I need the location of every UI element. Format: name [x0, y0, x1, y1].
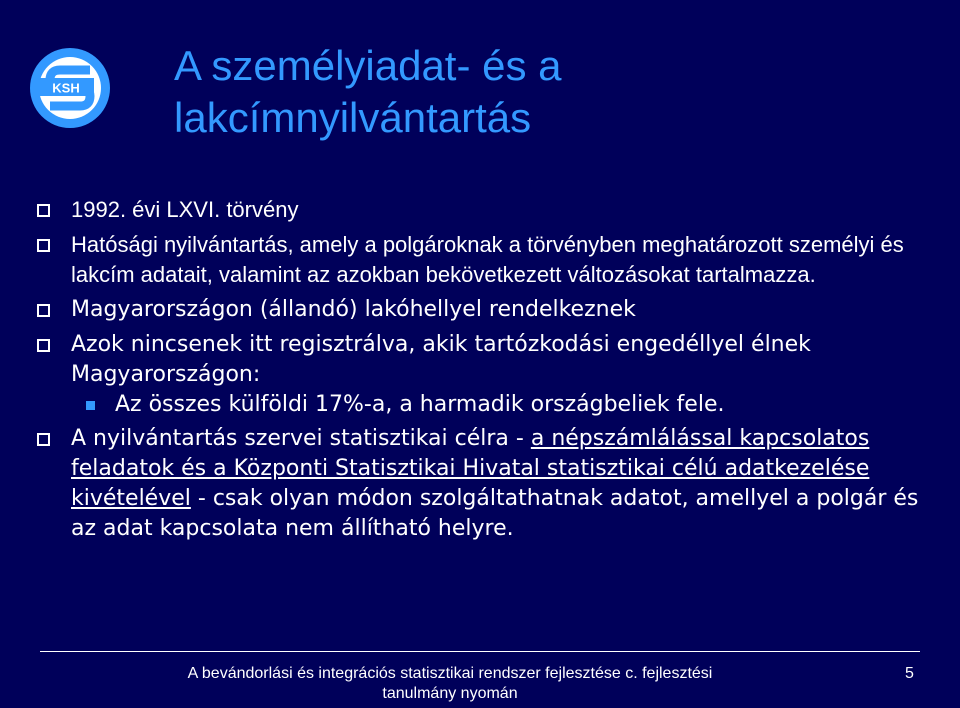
logo-text: KSH — [52, 80, 80, 96]
hollow-square-bullet-icon — [37, 304, 50, 317]
filled-square-bullet-icon — [86, 401, 95, 410]
bullet-item — [34, 295, 934, 325]
bullet-text: Magyarországon (állandó) lakóhellyel rendelkeznek — [71, 297, 636, 322]
bullet-item — [34, 195, 934, 225]
bullet-item — [34, 424, 934, 544]
bullet-item — [34, 230, 934, 290]
hollow-square-bullet-icon — [37, 433, 50, 446]
bullet-text: Hatósági nyilvántartás, amely a polgároknak a törvényben meghatározott személyi és lakcím adatait, valamint az azokban bekövetkezett változásokat tartalmazza. — [71, 232, 904, 287]
page-number: 5 — [905, 665, 914, 682]
bullet-text: Azok nincsenek itt regisztrálva, akik tartózkodási engedéllyel élnek Magyarországon: — [71, 332, 811, 387]
ksh-logo — [30, 48, 110, 128]
bullet-text-start: A nyilvántartás szervei statisztikai célra - — [71, 426, 531, 451]
sub-bullet-text: Az összes külföldi 17%-a, a harmadik országbeliek fele. — [115, 392, 725, 417]
footer-note — [170, 664, 730, 704]
footer-divider — [40, 651, 920, 652]
hollow-square-bullet-icon — [37, 339, 50, 352]
sub-bullet-item — [34, 390, 934, 420]
slide-title — [174, 40, 934, 144]
hollow-square-bullet-icon — [37, 239, 50, 252]
hollow-square-bullet-icon — [37, 204, 50, 217]
footer-line-1: A bevándorlási és integrációs statisztikai rendszer fejlesztése c. fejlesztési — [187, 665, 713, 682]
footer-line-2: tanulmány nyomán — [382, 685, 518, 702]
bullet-item — [34, 330, 934, 390]
bullet-text-end: - csak olyan módon szolgáltathatnak adatot, amellyel a polgár és az adat kapcsolata nem állítható helyre. — [71, 486, 919, 541]
slide-title-line-1: A személyiadat- és a — [174, 42, 562, 89]
slide-title-line-2: lakcímnyilvántartás — [174, 94, 532, 141]
underlined-text: a népszámlálással kapcsolatos feladatok és a Központi Statisztikai Hivatal statisztikai célú adatkezelése kivételével — [71, 426, 870, 511]
bullet-text: 1992. évi LXVI. törvény — [71, 197, 299, 222]
bullet-list — [34, 195, 934, 549]
